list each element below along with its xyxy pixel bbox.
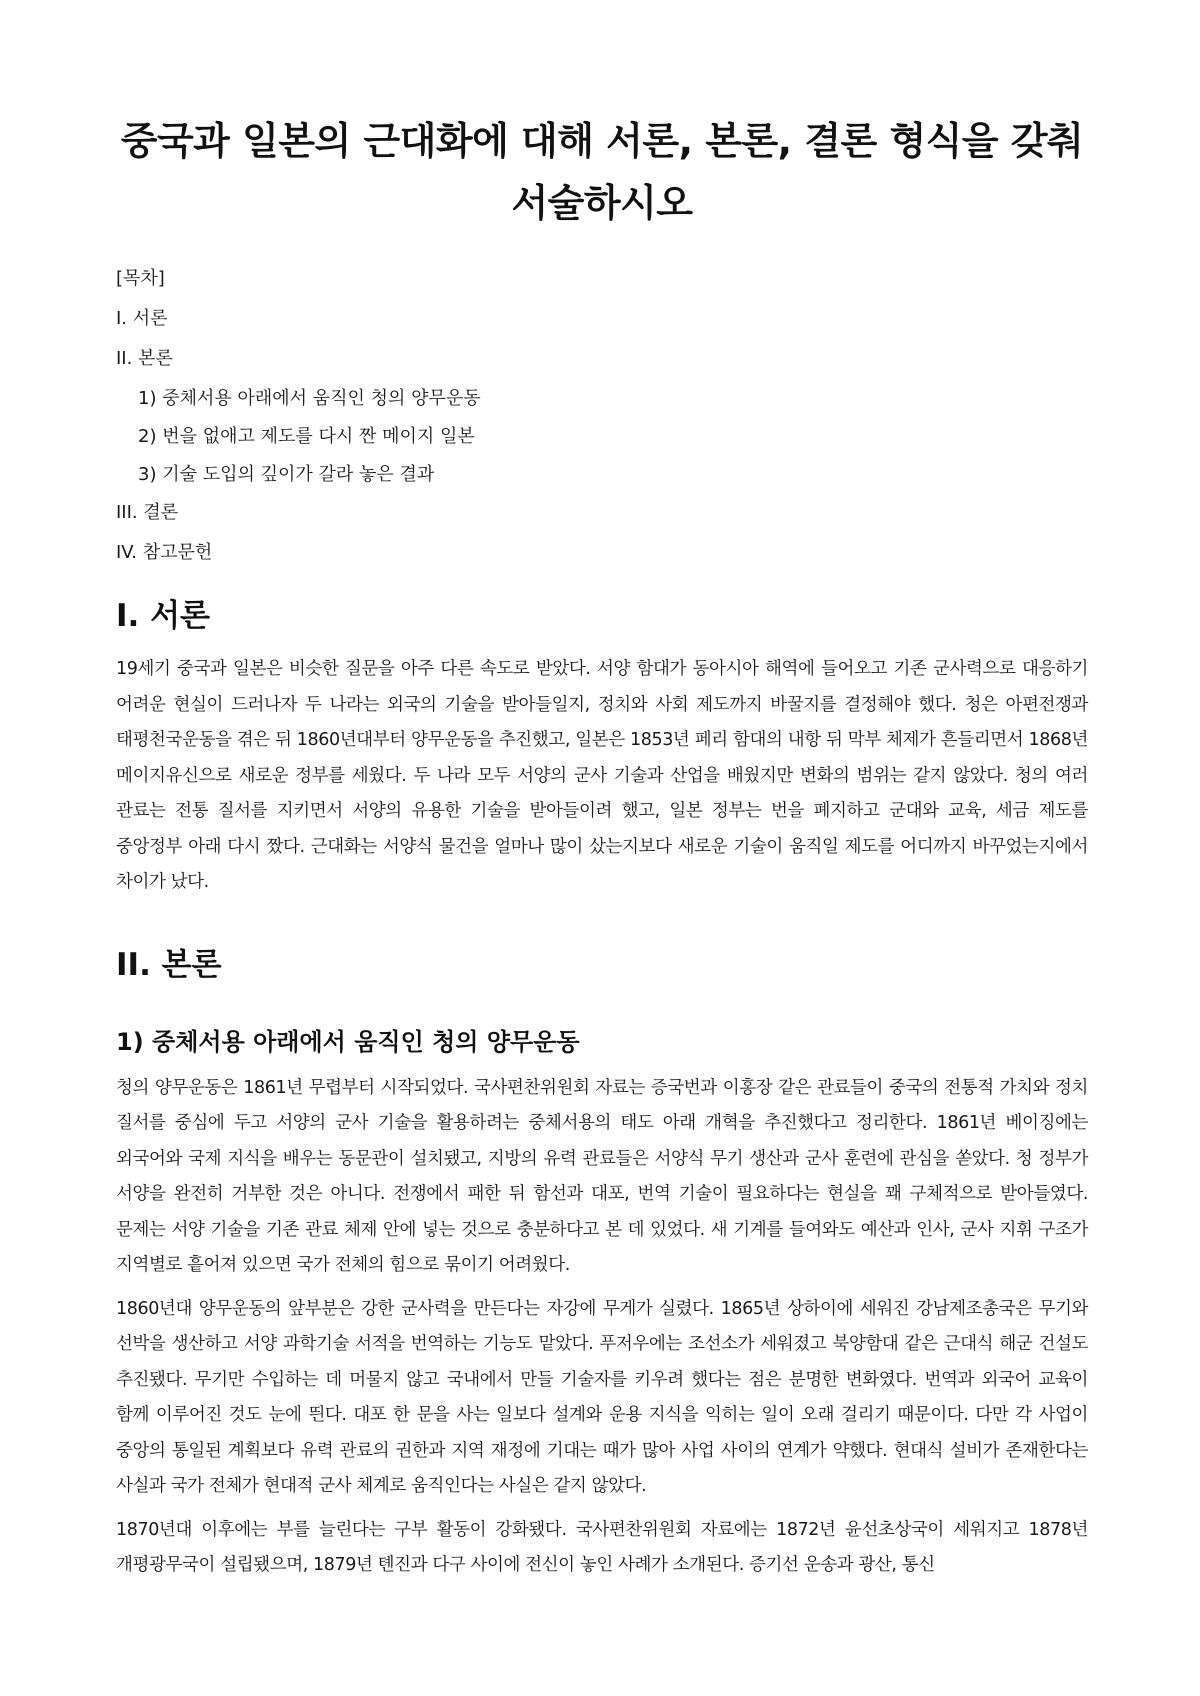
body-paragraph: 1870년대 이후에는 부를 늘린다는 구부 활동이 강화됐다. 국사편찬위원회 자료에는 1872년 윤선초상국이 세워지고 1878년 개평광무국이 설립됐으며, 1879년 톈진과 다구 사이에 전신이 놓인 사례가 소개된다. 증기선 운송과 광산, 통신 (116, 1519, 1088, 1575)
body-paragraph: 1860년대 양무운동의 앞부분은 강한 군사력을 만든다는 자강에 무게가 실렸다. 1865년 상하이에 세워진 강남제조총국은 무기와 선박을 생산하고 서양 과학기술 서적을 번역하는 기능도 맡았다. 푸저우에는 조선소가 세워졌고 북양함대 같은 근대식 해군 건설도 추진됐다. 무기만 수입하는 데 머물지 않고 국내에서 만들 기술자를 키우려 했다는 점은 분명한 변화였다. 번역과 외국어 교육이 함께 이루어진 것도 눈에 띈다. 대포 한 문을 사는 일보다 설계와 운용 지식을 익히는 일이 오래 걸리기 때문이다. 다만 각 사업이 중앙의 통일된 계획보다 유력 관료의 권한과 지역 재정에 기대는 때가 많아 사업 사이의 연계가 약했다. 현대식 설비가 존재한다는 사실과 국가 전체가 현대적 군사 체계로 움직인다는 사실은 같지 않았다. (116, 1298, 1088, 1496)
toc-heading: [목차] (116, 268, 165, 289)
body-paragraph: 19세기 중국과 일본은 비슷한 질문을 아주 다른 속도로 받았다. 서양 함대가 동아시아 해역에 들어오고 기존 군사력으로 대응하기 어려운 현실이 드러나자 두 나라는 외국의 기술을 받아들일지, 정치와 사회 제도까지 바꿀지를 결정해야 했다. 청은 아편전쟁과 태평천국운동을 겪은 뒤 1860년대부터 양무운동을 추진했고, 일본은 1853년 페리 함대의 내항 뒤 막부 체제가 흔들리면서 1868년 메이지유신으로 새로운 정부를 세웠다. 두 나라 모두 서양의 군사 기술과 산업을 배웠지만 변화의 범위는 같지 않았다. 청의 여러 관료는 전통 질서를 지키면서 서양의 유용한 기술을 받아들이려 했고, 일본 정부는 번을 폐지하고 군대와 교육, 세금 제도를 중앙정부 아래 다시 짰다. 근대화는 서양식 물건을 얼마나 많이 샀는지보다 새로운 기술이 움직일 제도를 어디까지 바꾸었는지에서 차이가 났다. (116, 659, 1088, 892)
toc-subitem: 1) 중체서용 아래에서 움직인 청의 양무운동 (138, 388, 481, 409)
toc-item: III. 결론 (116, 502, 179, 523)
toc-item: II. 본론 (116, 348, 173, 369)
section-heading-introduction: I. 서론 (116, 598, 210, 634)
toc-item: I. 서론 (116, 308, 168, 329)
toc-subitem: 2) 번을 없애고 제도를 다시 짠 메이지 일본 (138, 426, 475, 447)
toc-item: IV. 참고문헌 (116, 542, 213, 563)
toc-subitem: 3) 기술 도입의 깊이가 갈라 놓은 결과 (138, 464, 435, 485)
table-of-contents (116, 266, 1088, 566)
body-paragraph: 청의 양무운동은 1861년 무렵부터 시작되었다. 국사편찬위원회 자료는 증국번과 이홍장 같은 관료들이 중국의 전통적 가치와 정치 질서를 중심에 두고 서양의 군사 기술을 활용하려는 중체서용의 태도 아래 개혁을 추진했다고 정리한다. 1861년 베이징에는 외국어와 국제 지식을 배우는 동문관이 설치됐고, 지방의 유력 관료들은 서양식 무기 생산과 군사 훈련에 관심을 쏟았다. 청 정부가 서양을 완전히 거부한 것은 아니다. 전쟁에서 패한 뒤 함선과 대포, 번역 기술이 필요하다는 현실을 꽤 구체적으로 받아들였다. 문제는 서양 기술을 기존 관료 체제 안에 넣는 것으로 충분하다고 본 데 있었다. 새 기계를 들여와도 예산과 인사, 군사 지휘 구조가 지역별로 흩어져 있으면 국가 전체의 힘으로 묶이기 어려웠다. (116, 1077, 1088, 1275)
document-title: 중국과 일본의 근대화에 대해 서론, 본론, 결론 형식을 갖춰 서술하시오 (120, 119, 1084, 225)
subsection-heading: 1) 중체서용 아래에서 움직인 청의 양무운동 (116, 1027, 580, 1056)
section-heading-main-body: II. 본론 (116, 946, 222, 983)
